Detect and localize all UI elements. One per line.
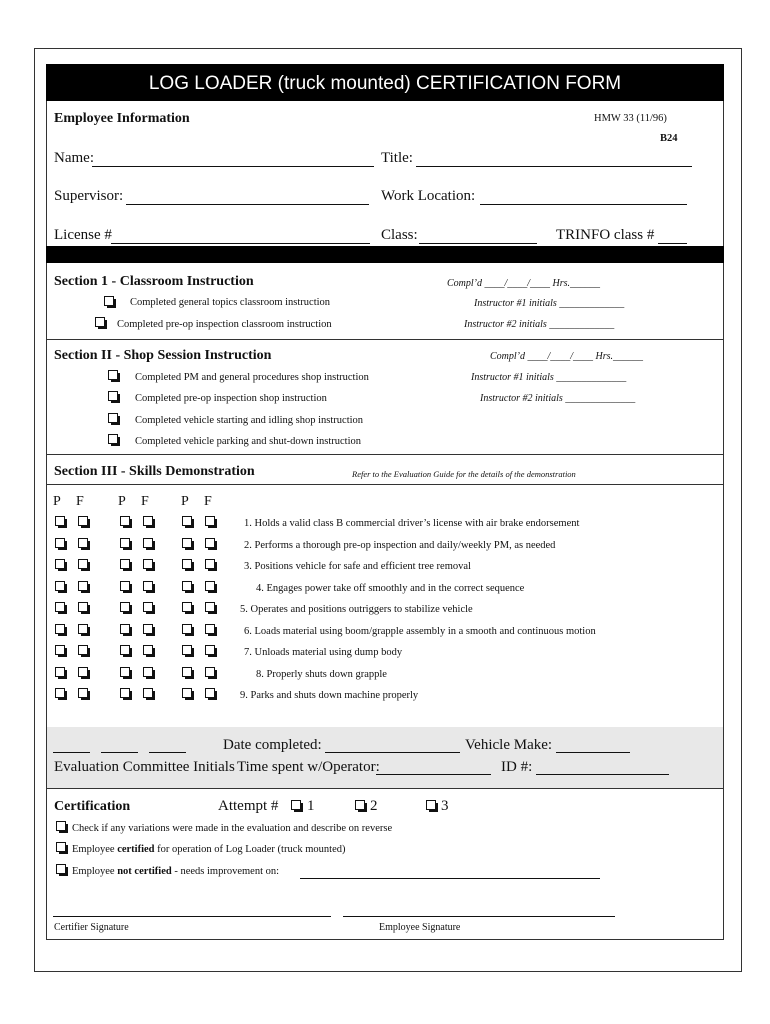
section3-header: Section III - Skills Demonstration — [54, 464, 255, 479]
skill-4-fail-checkbox-1[interactable] — [78, 581, 88, 591]
section1-completed: Compl’d ____/____/____ Hrs.______ — [447, 278, 601, 289]
skill-5-fail-checkbox-1[interactable] — [78, 602, 88, 612]
section2-item-3: Completed vehicle starting and idling shop instruction — [135, 415, 364, 426]
skill-item-9: 9. Parks and shuts down machine properly — [240, 690, 419, 701]
form-code: HMW 33 (11/96) — [594, 113, 667, 124]
col-f-2: F — [141, 494, 149, 509]
skill-4-fail-checkbox-2[interactable] — [143, 581, 153, 591]
section2-item-1: Completed PM and general procedures shop instruction — [135, 372, 369, 383]
checkbox-s2-starting[interactable] — [108, 413, 118, 423]
supervisor-field[interactable] — [126, 204, 369, 205]
skill-2-pass-checkbox-2[interactable] — [120, 538, 130, 548]
skill-6-fail-checkbox-3[interactable] — [205, 624, 215, 634]
skill-6-pass-checkbox-3[interactable] — [182, 624, 192, 634]
checkbox-s2-parking[interactable] — [108, 434, 118, 444]
improvement-field[interactable] — [300, 878, 600, 879]
checkbox-s2-pm[interactable] — [108, 370, 118, 380]
certification-header: Certification — [54, 799, 131, 814]
work-location-label: Work Location: — [381, 188, 476, 204]
id-field[interactable] — [536, 774, 669, 775]
date-completed-label: Date completed: — [223, 737, 322, 753]
checkbox-not-certified[interactable] — [56, 864, 66, 874]
section2-completed: Compl’d ____/____/____ Hrs.______ — [490, 351, 644, 362]
skill-9-pass-checkbox-3[interactable] — [182, 688, 192, 698]
section1-item-2: Completed pre-op inspection classroom instruction — [117, 319, 332, 330]
skill-7-fail-checkbox-3[interactable] — [205, 645, 215, 655]
skill-5-pass-checkbox-3[interactable] — [182, 602, 192, 612]
skill-4-pass-checkbox-1[interactable] — [55, 581, 65, 591]
skill-1-pass-checkbox-3[interactable] — [182, 516, 192, 526]
form-id: B24 — [660, 133, 678, 144]
initials-field-2[interactable] — [101, 752, 138, 753]
skill-item-1: 1. Holds a valid class B commercial driver’s license with air brake endorsement — [244, 518, 580, 529]
checkbox-attempt-2[interactable] — [355, 800, 365, 810]
not-certified-bold: not certified — [117, 866, 172, 877]
employee-signature-label: Employee Signature — [379, 922, 461, 933]
section2-header: Section II - Shop Session Instruction — [54, 348, 272, 363]
checkbox-certified[interactable] — [56, 842, 66, 852]
skill-item-2: 2. Performs a thorough pre-op inspection and daily/weekly PM, as needed — [244, 539, 556, 551]
section2-item-4: Completed vehicle parking and shut-down instruction — [135, 436, 361, 447]
license-field[interactable] — [111, 243, 370, 244]
name-field[interactable] — [92, 166, 374, 167]
skill-2-pass-checkbox-1[interactable] — [55, 538, 65, 548]
committee-label: Evaluation Committee Initials — [54, 759, 235, 775]
section3-note: Refer to the Evaluation Guide for the details of the demonstration — [352, 469, 576, 479]
skill-1-fail-checkbox-1[interactable] — [78, 516, 88, 526]
skill-4-fail-checkbox-3[interactable] — [205, 581, 215, 591]
name-label: Name: — [54, 150, 94, 166]
rule-3 — [46, 484, 724, 485]
skill-2-fail-checkbox-1[interactable] — [78, 538, 88, 548]
employee-signature-field[interactable] — [343, 916, 615, 917]
class-label: Class: — [381, 227, 418, 243]
work-location-field[interactable] — [480, 204, 687, 205]
employee-info-header: Employee Information — [54, 111, 190, 126]
attempt-3-label: 3 — [441, 798, 449, 814]
section2-initials-1: Instructor #1 initials ______________ — [471, 372, 627, 383]
rule-2 — [46, 454, 724, 455]
skill-4-pass-checkbox-2[interactable] — [120, 581, 130, 591]
skill-item-4: 4. Engages power take off smoothly and in the correct sequence — [256, 582, 525, 594]
trinfo-field[interactable] — [658, 243, 687, 244]
vehicle-make-field[interactable] — [556, 752, 630, 753]
skill-item-7: 7. Unloads material using dump body — [244, 647, 403, 658]
initials-field-1[interactable] — [53, 752, 90, 753]
skill-7-fail-checkbox-2[interactable] — [143, 645, 153, 655]
section1-initials-1: Instructor #1 initials _____________ — [474, 298, 625, 309]
initials-field-3[interactable] — [149, 752, 186, 753]
variations-label: Check if any variations were made in the evaluation and describe on reverse — [72, 823, 393, 834]
skill-6-fail-checkbox-2[interactable] — [143, 624, 153, 634]
skill-3-pass-checkbox-1[interactable] — [55, 559, 65, 569]
not-certified-post: - needs improvement on: — [171, 866, 280, 877]
title-field[interactable] — [416, 166, 692, 167]
checkbox-attempt-3[interactable] — [426, 800, 436, 810]
skill-6-fail-checkbox-1[interactable] — [78, 624, 88, 634]
certified-post: for operation of Log Loader (truck mounted) — [154, 844, 346, 855]
col-f-1: F — [76, 494, 84, 509]
supervisor-label: Supervisor: — [54, 188, 124, 204]
certifier-signature-field[interactable] — [53, 916, 331, 917]
section1-initials-2: Instructor #2 initials _____________ — [464, 319, 615, 330]
checkbox-s1-preop[interactable] — [95, 317, 105, 327]
checkbox-s1-general[interactable] — [104, 296, 114, 306]
attempt-1-label: 1 — [307, 798, 315, 814]
rule-1 — [46, 339, 724, 340]
not-certified-pre: Employee — [72, 866, 118, 877]
skill-8-pass-checkbox-3[interactable] — [182, 667, 192, 677]
skill-1-pass-checkbox-1[interactable] — [55, 516, 65, 526]
not-certified-label — [72, 866, 279, 877]
skill-6-pass-checkbox-2[interactable] — [120, 624, 130, 634]
skill-3-fail-checkbox-2[interactable] — [143, 559, 153, 569]
skill-8-fail-checkbox-3[interactable] — [205, 667, 215, 677]
skill-8-fail-checkbox-1[interactable] — [78, 667, 88, 677]
section1-header: Section 1 - Classroom Instruction — [54, 274, 254, 289]
section1-item-1: Completed general topics classroom instruction — [130, 297, 331, 308]
skill-8-pass-checkbox-1[interactable] — [55, 667, 65, 677]
skill-6-pass-checkbox-1[interactable] — [55, 624, 65, 634]
skill-2-fail-checkbox-2[interactable] — [143, 538, 153, 548]
id-label: ID #: — [501, 759, 533, 775]
skill-3-fail-checkbox-3[interactable] — [205, 559, 215, 569]
col-p-1: P — [53, 494, 61, 509]
col-f-3: F — [204, 494, 212, 509]
trinfo-label: TRINFO class # — [556, 227, 655, 243]
col-p-2: P — [118, 494, 126, 509]
skill-item-8: 8. Properly shuts down grapple — [256, 668, 387, 680]
skill-8-pass-checkbox-2[interactable] — [120, 667, 130, 677]
skill-2-pass-checkbox-3[interactable] — [182, 538, 192, 548]
rule-5 — [46, 788, 724, 789]
skill-1-pass-checkbox-2[interactable] — [120, 516, 130, 526]
skill-item-6: 6. Loads material using boom/grapple assembly in a smooth and continuous motion — [244, 625, 596, 637]
divider-bar — [46, 246, 724, 263]
certifier-signature-label: Certifier Signature — [54, 922, 129, 933]
skill-2-fail-checkbox-3[interactable] — [205, 538, 215, 548]
skill-5-fail-checkbox-2[interactable] — [143, 602, 153, 612]
checkbox-s2-preop[interactable] — [108, 391, 118, 401]
skill-3-fail-checkbox-1[interactable] — [78, 559, 88, 569]
attempt-2-label: 2 — [370, 798, 378, 814]
skill-7-fail-checkbox-1[interactable] — [78, 645, 88, 655]
skill-9-fail-checkbox-3[interactable] — [205, 688, 215, 698]
certified-pre: Employee — [72, 844, 118, 855]
skill-9-pass-checkbox-2[interactable] — [120, 688, 130, 698]
skill-4-pass-checkbox-3[interactable] — [182, 581, 192, 591]
vehicle-make-label: Vehicle Make: — [465, 737, 553, 753]
skill-7-pass-checkbox-2[interactable] — [120, 645, 130, 655]
evaluation-band — [47, 727, 723, 788]
checkbox-attempt-1[interactable] — [291, 800, 301, 810]
skill-5-pass-checkbox-1[interactable] — [55, 602, 65, 612]
certified-label — [72, 844, 346, 855]
time-spent-label: Time spent w/Operator: — [237, 759, 380, 775]
time-spent-field[interactable] — [376, 774, 491, 775]
section2-item-2: Completed pre-op inspection shop instruction — [135, 393, 327, 404]
checkbox-variations[interactable] — [56, 821, 66, 831]
form-title: LOG LOADER (truck mounted) CERTIFICATION FORM — [46, 64, 724, 101]
skill-9-fail-checkbox-1[interactable] — [78, 688, 88, 698]
skill-3-pass-checkbox-2[interactable] — [120, 559, 130, 569]
skill-9-pass-checkbox-1[interactable] — [55, 688, 65, 698]
title-label: Title: — [381, 150, 413, 166]
certified-bold: certified — [117, 844, 155, 855]
skill-3-pass-checkbox-3[interactable] — [182, 559, 192, 569]
skill-9-fail-checkbox-2[interactable] — [143, 688, 153, 698]
skill-8-fail-checkbox-2[interactable] — [143, 667, 153, 677]
date-completed-field[interactable] — [325, 752, 460, 753]
skill-7-pass-checkbox-3[interactable] — [182, 645, 192, 655]
skill-1-fail-checkbox-3[interactable] — [205, 516, 215, 526]
skill-7-pass-checkbox-1[interactable] — [55, 645, 65, 655]
skill-5-pass-checkbox-2[interactable] — [120, 602, 130, 612]
section2-initials-2: Instructor #2 initials ______________ — [480, 393, 636, 404]
attempt-label: Attempt # — [218, 798, 279, 814]
skill-item-5: 5. Operates and positions outriggers to stabilize vehicle — [240, 604, 473, 615]
col-p-3: P — [181, 494, 189, 509]
skill-5-fail-checkbox-3[interactable] — [205, 602, 215, 612]
class-field[interactable] — [419, 243, 537, 244]
skill-item-3: 3. Positions vehicle for safe and efficient tree removal — [244, 561, 471, 572]
skill-1-fail-checkbox-2[interactable] — [143, 516, 153, 526]
license-label: License # — [54, 227, 112, 243]
